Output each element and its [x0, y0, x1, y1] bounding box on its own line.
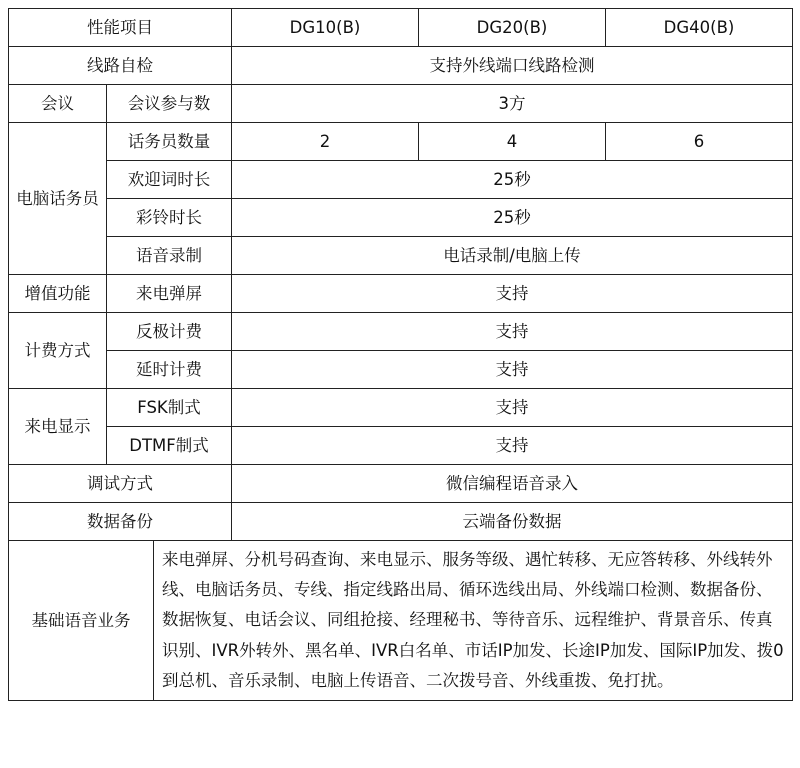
caller-id-fsk-row	[9, 389, 793, 427]
backup-label: 数据备份	[9, 503, 232, 541]
caller-id-dtmf-label: DTMF制式	[107, 427, 232, 465]
billing-delay-row	[9, 351, 793, 389]
operator-count-dg10: 2	[232, 123, 419, 161]
header-model-dg40: DG40(B)	[606, 9, 793, 47]
billing-reverse-row	[9, 313, 793, 351]
billing-delay-label: 延时计费	[107, 351, 232, 389]
operator-count-dg40: 6	[606, 123, 793, 161]
operator-count-dg20: 4	[419, 123, 606, 161]
conference-label: 会议参与数	[107, 85, 232, 123]
ringback-label: 彩铃时长	[107, 199, 232, 237]
voice-record-label: 语音录制	[107, 237, 232, 275]
operator-count-row	[9, 123, 793, 161]
billing-reverse-label: 反极计费	[107, 313, 232, 351]
backup-row	[9, 503, 793, 541]
backup-value: 云端备份数据	[232, 503, 793, 541]
pc-operator-group: 电脑话务员	[9, 123, 107, 275]
welcome-value: 25秒	[232, 161, 793, 199]
value-added-label: 来电弹屏	[107, 275, 232, 313]
voice-record-row	[9, 237, 793, 275]
line-check-value: 支持外线端口线路检测	[232, 47, 793, 85]
caller-id-fsk-label: FSK制式	[107, 389, 232, 427]
header-row	[9, 9, 793, 47]
caller-id-dtmf-row	[9, 427, 793, 465]
voice-record-value: 电话录制/电脑上传	[232, 237, 793, 275]
basic-service-label: 基础语音业务	[9, 541, 154, 701]
welcome-row	[9, 161, 793, 199]
caller-id-dtmf-value: 支持	[232, 427, 793, 465]
caller-id-fsk-value: 支持	[232, 389, 793, 427]
line-check-row	[9, 47, 793, 85]
spec-table-page	[8, 8, 792, 760]
billing-group: 计费方式	[9, 313, 107, 389]
ringback-value: 25秒	[232, 199, 793, 237]
header-model-dg20: DG20(B)	[419, 9, 606, 47]
billing-delay-value: 支持	[232, 351, 793, 389]
caller-id-group: 来电显示	[9, 389, 107, 465]
conference-row	[9, 85, 793, 123]
value-added-value: 支持	[232, 275, 793, 313]
debug-row	[9, 465, 793, 503]
value-added-group: 增值功能	[9, 275, 107, 313]
billing-reverse-value: 支持	[232, 313, 793, 351]
basic-service-value: 来电弹屏、分机号码查询、来电显示、服务等级、遇忙转移、无应答转移、外线转外线、电脑话务员、专线、指定线路出局、循环选线出局、外线端口检测、数据备份、数据恢复、电话会议、同组抢接、经理秘书、等待音乐、远程维护、背景音乐、传真识别、IVR外转外、黑名单、IVR白名单、市话IP加发、长途IP加发、国际IP加发、拨0到总机、音乐录制、电脑上传语音、二次拨号音、外线重拨、免打扰。	[154, 541, 793, 701]
operator-count-label: 话务员数量	[107, 123, 232, 161]
conference-value: 3方	[232, 85, 793, 123]
debug-value: 微信编程语音录入	[232, 465, 793, 503]
line-check-label: 线路自检	[9, 47, 232, 85]
conference-group: 会议	[9, 85, 107, 123]
header-item-cell: 性能项目	[9, 9, 232, 47]
basic-service-row	[9, 541, 793, 701]
header-model-dg10: DG10(B)	[232, 9, 419, 47]
spec-table	[8, 8, 793, 701]
welcome-label: 欢迎词时长	[107, 161, 232, 199]
ringback-row	[9, 199, 793, 237]
debug-label: 调试方式	[9, 465, 232, 503]
value-added-row	[9, 275, 793, 313]
